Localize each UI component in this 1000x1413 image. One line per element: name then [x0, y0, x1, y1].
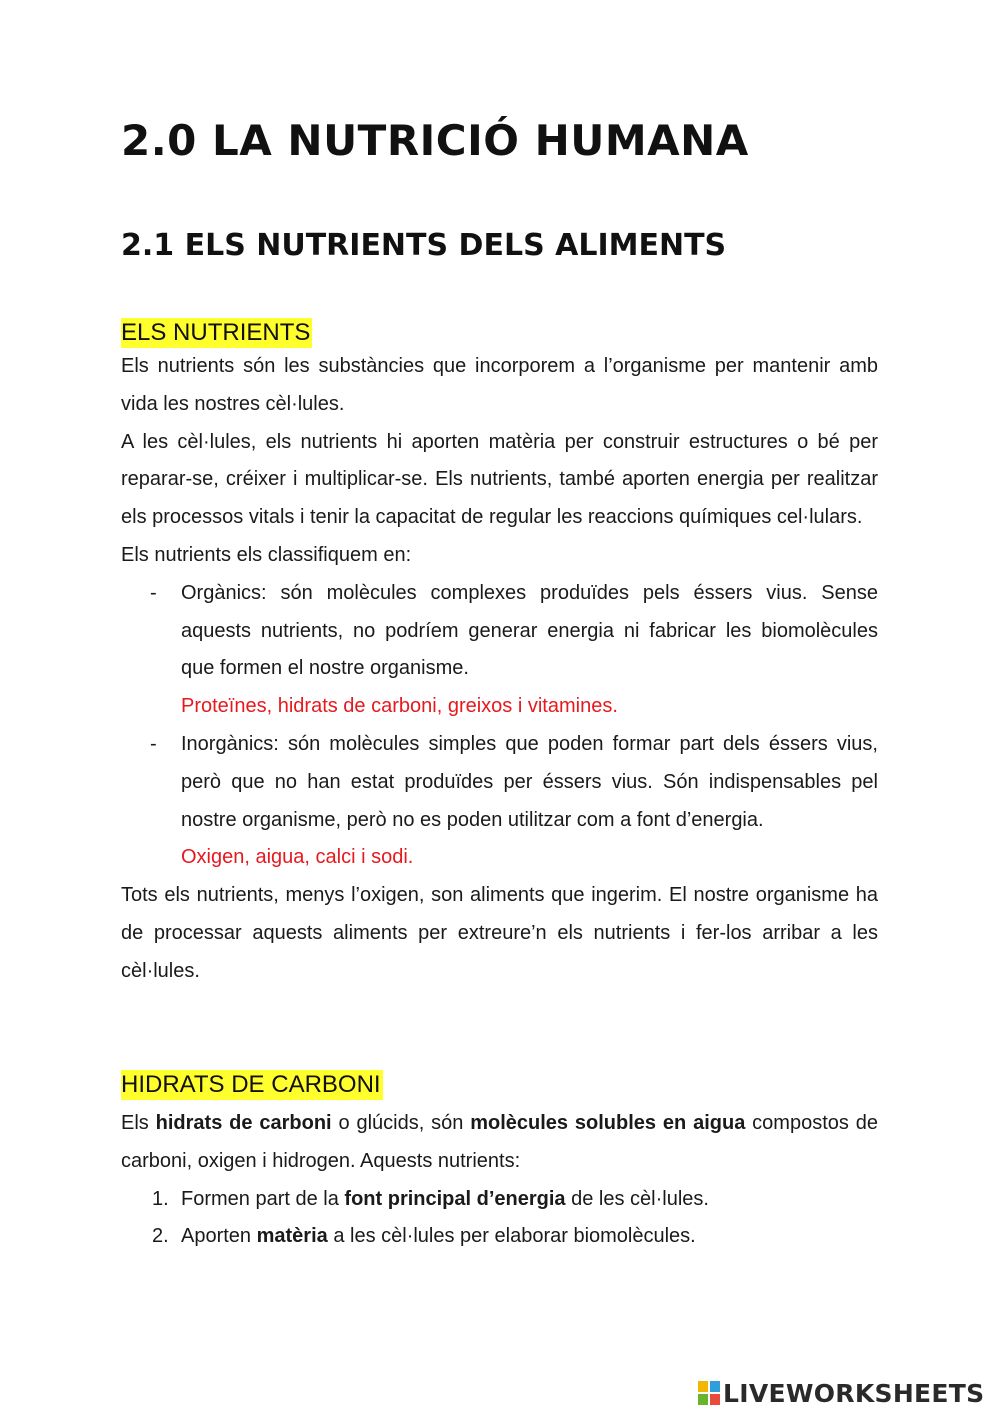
paragraph: A les cèl·lules, els nutrients hi aporten matèria per construir estructures o bé per reparar-se, créixer i multiplicar-se. Els nutrients, també aporten energia per realitzar els processos vitals i tenir la capacitat de regular les reaccions químiques cel·lulars. [121, 430, 878, 529]
paragraph: Els nutrients són les substàncies que incorporem a l’organisme per mantenir amb vida les nostres cèl·lules. [121, 355, 878, 415]
section-heading-carbohydrates: HIDRATS DE CARBONI [121, 1071, 381, 1098]
bold-term: matèria [256, 1225, 328, 1248]
brand-name: LIVEWORKSHEETS [723, 1378, 985, 1408]
list-item [121, 575, 878, 726]
list-marker: - [150, 732, 157, 755]
list-number: 2. [152, 1225, 169, 1248]
text-run: compostos de carboni, oxigen i hidrogen. Aquests nutrients: [121, 1112, 878, 1172]
list-number: 1. [152, 1187, 169, 1210]
list-marker: - [150, 581, 157, 604]
paragraph [121, 1105, 878, 1181]
page-subtitle: 2.1 ELS NUTRIENTS DELS ALIMENTS [121, 228, 727, 263]
bold-term: hidrats de carboni [155, 1112, 332, 1134]
liveworksheets-logo [698, 1380, 984, 1406]
example-text: Oxigen, aigua, calci i sodi. [181, 846, 414, 869]
text-run: a les cèl·lules per elaborar biomolècules. [327, 1225, 696, 1248]
nutrient-type-list [121, 575, 878, 877]
text-run: Els [121, 1112, 156, 1134]
carbohydrate-functions-list [121, 1181, 878, 1257]
liveworksheets-logo-icon [698, 1381, 720, 1405]
bold-term: font principal d’energia [344, 1187, 566, 1210]
section-carbohydrates [121, 1070, 878, 1256]
page-title: 2.0 LA NUTRICIÓ HUMANA [121, 116, 749, 165]
list-item [121, 726, 878, 877]
list-item [121, 1181, 878, 1219]
bold-term: molècules solubles en aigua [470, 1112, 746, 1134]
example-text: Proteïnes, hidrats de carboni, greixos i vitamines. [181, 695, 618, 718]
list-item-text: Inorgànics: són molècules simples que poden formar part dels éssers vius, però que no han estat produïdes per éssers vius. Són indispensables pel nostre organisme, però no es poden utilitzar com a font d’energia. [181, 732, 878, 831]
section-nutrients [121, 318, 878, 991]
text-run: de les cèl·lules. [565, 1187, 709, 1210]
text-run: o glúcids, són [331, 1112, 471, 1134]
list-item [121, 1218, 878, 1256]
text-run: Aporten [181, 1225, 257, 1248]
list-item-text: Orgànics: són molècules complexes produïdes pels éssers vius. Sense aquests nutrients, no podríem generar energia ni fabricar les biomolècules que formen el nostre organisme. [181, 581, 878, 680]
text-run: Formen part de la [181, 1187, 345, 1210]
paragraph: Els nutrients els classifiquem en: [121, 543, 412, 566]
section-heading-nutrients: ELS NUTRIENTS [121, 319, 311, 346]
paragraph: Tots els nutrients, menys l’oxigen, son aliments que ingerim. El nostre organisme ha de processar aquests aliments per extreure’n els nutrients i fer-los arribar a les cèl·lules. [121, 884, 878, 982]
